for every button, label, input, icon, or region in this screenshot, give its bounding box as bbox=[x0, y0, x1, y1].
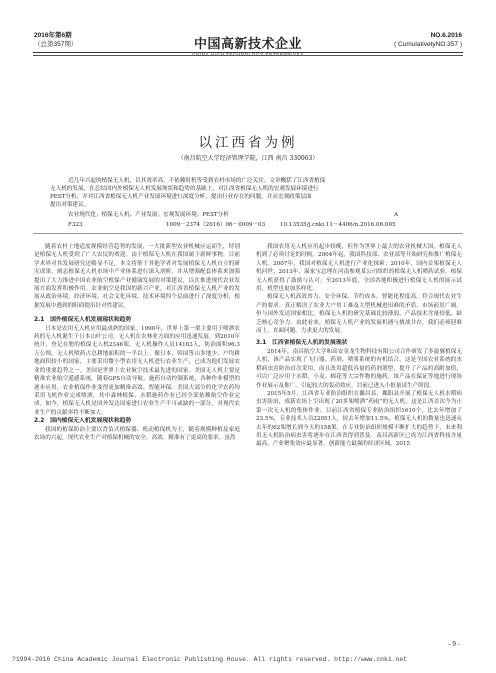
journal-logo bbox=[180, 33, 316, 57]
header-issue-no: NO.6.2016 bbox=[430, 32, 462, 39]
section-heading: 2.1 国外植保无人机发展现状和趋势 bbox=[34, 317, 132, 324]
header-rule-thin bbox=[33, 55, 463, 56]
journal-logo-text: 中国高新技术企业 bbox=[193, 37, 302, 52]
header-total-issue-left: （总第357期） bbox=[34, 41, 78, 48]
body-paragraph: 植保无人机高效省力、安全环保、节约成本、智能化程度高，符合现代农业生产的要求。真正解决了农业大户用工难及大型机械进田难的矛盾，市场前景广阔。但与国外发达国家相比，植保无人机的研究基础比较薄弱，产品技术含量较低，缺乏核心竞争力。由此看来，植保无人机产业的发展机遇与挑战并存，我们必须迎难而上，直面问题，力求更大的发展。 bbox=[256, 294, 462, 335]
clc-number: F323 bbox=[68, 222, 83, 228]
abstract-line: PEST分析，并对江西省植保无人机产业发展环境进行深度分析，提出行业存在的问题，并从宏观政策层面 bbox=[50, 194, 312, 200]
issn-number: 1009－2374（2016）06－0009－03 bbox=[166, 222, 266, 228]
body-paragraph: 我国农用无人机应用起步较晚，但作为世界上最大的农业机械大国，植保无人机到了必须讨论的时候。2004年起，我国科技部、农业部等开始研究和推广植保无人机。2007年，我国对植保无人机进行产业化探索；2010年，国内首架植保无人机问世；2013年，温家宝总理在河南参观某公司组织的植保无人机喷药试验，植保无人机获得了鼓励与认可；至2013年底，全国各地积极进行植保无人机的展示试用，机型也更加多样化。 bbox=[256, 244, 462, 293]
copyright-line: ?1994-2016 China Academic Journal Electronic Publishing House. All rights reserved. http://www.cnki.net bbox=[12, 656, 408, 663]
abstract-rule bbox=[33, 233, 463, 234]
left-column bbox=[34, 243, 240, 442]
header-total-issue-right: ( CumulativetyNO.357 ) bbox=[394, 41, 462, 48]
right-column bbox=[256, 243, 462, 449]
article-title: 以江西省为例 bbox=[198, 135, 298, 151]
body-paragraph: 2015年5月，江西省专业防治组织在鄱昌县、鄱阳县开展了植保无人机水稻病虫害防治，成新农场上空出现了20多架喷洒“药雨”的无人机，这是江西首次今为止第一次无人机的集体作业。目前江西省植保专业防治组织1610个，比去年增加了23.5%，专业技术人员22051人，较去年增加11.5%，植保无人机的数量也迅速从去年的62架增长到今天的158架。在专业防治组织规模不断扩大的趋势下，未来利用无人机防治病虫害将逐步在江西省得到普及。南昌高新区已成为江西省科技含量最高、产业聚集效应最显著、创新能力最强的经济区域。2015 bbox=[256, 390, 462, 448]
affiliation: （南昌航空大学经济管理学院，江西 南昌 330063） bbox=[177, 155, 319, 162]
body-paragraph: 随着农村土地适度规模经营趋势的发展，一大批新型农业机械应运而生，特别是植保无人机受到了广大农民的欢迎。由于植保无人机在我国属于新鲜事物，目前学术界对其发展研究还略显不足。本文将鉴于其他学者对发展植保无人机自立的研究成果，阐志植保无人机市场中产业体系进行深入剖析，并从增强配套体系来加强提出了大力推进中国农业航空植保产业健康发展的对策建议，以在推进现代农业发展方面发挥积极作用。农业航空是我国的新兴产业，对江西省植保无人机产业的发展从政治环境、经济环境、社会文化环境、技术环境四个层面进行了深度分析，根据发展中遇到的阻碍提出针对性建议。 bbox=[34, 244, 240, 309]
journal-logo-sub: CHINA HIGH TECHNOLOGY ENTERPRISES bbox=[192, 52, 304, 57]
section-heading: 3.1 江西省植保无人机的发展现状 bbox=[256, 340, 348, 347]
abstract-line: 近几年兴起的植保无人机，以其效率高、不依赖时机等受到农村市场的广泛关注。文章概括了江西省植保 bbox=[68, 178, 326, 184]
body-paragraph: 日本是农用无人机应用最成熟的国家。1990年，世界上第一架主要用于喷洒农药的无人机诞生于日本山叶公司，无人机在农林业方面的应用迅速发展。到2010年统计，登记在册的植保无人机2346架，无人机操作人员14163人，防治面积96.3万公顷，无人机喷药占总耕地面积的一半以上。像日本、韩国等山多地少、户均耕地面积较小的国家，主要采用微小型农用无人机进行农业生产，已成为他们发展农业的重要趋势之一。美国是世界上农业航空技术最先进的国家。美国无人机主要是精准农业航空遥感系统，随着GPS自动导航、施药自动控制系统、各种作业模型的逐步应用，农业植保作业变得更加精准高效、智能环保。美国大部分的化学农药均采用飞机作业完成喷洒，其中森林植保、水稻施药作业已经全部依赖航空作业完成。如今，植保无人机是国外发达国家进行农业生产不可或缺的一部分，对现代农业生产的贡献率将不断加大。 bbox=[34, 325, 240, 416]
doi: 10.13535/j.cnki.11－4406/n.2016.06.005 bbox=[280, 222, 396, 228]
section-heading: 2.2 国内植保无人机发展现状和趋势 bbox=[34, 418, 132, 425]
keywords: 农业现代化；植保无人机；产业发展；宏观发展环境；PEST分析 bbox=[68, 212, 229, 218]
page-number: - 9 - bbox=[448, 641, 460, 648]
abstract-line: 提出对策建议。 bbox=[50, 202, 90, 208]
body-paragraph: 2014年，南昌航空大学和高安金龙生物科技有限公司合作研发了多旋翼植保无人机，该产品实现了飞行器、药剂、喷雾系统的有机结合，这是全国农业系统的水稻病虫害防治首次采用，而且改用超低容量的药剂剂型，提升了产品的高附加值，可以广泛应用于水稻、小麦、棉花等大宗作物的施药。该产品在保证等地进行现场作业展示及推广，引起较大的轰动效应，目前已进入小批量试生产阶段。 bbox=[256, 348, 462, 389]
document-code: A bbox=[394, 212, 399, 218]
abstract bbox=[50, 177, 446, 209]
abstract-line: 无人机的发展，在总结国内外植保无人机发展现状和趋势的基础上，对江西省植保无人机的宏观发展环境进行 bbox=[50, 186, 319, 192]
header-rule bbox=[33, 52, 463, 53]
header-year-issue: 2016年第6期 bbox=[34, 32, 72, 39]
body-paragraph: 我国的植保防治主要以背负式植保器、机动植保机为主，随着规模种植及家庭农场的兴起，现代农业生产对植保机械的安全、高效、精准有了更高的要求。虽然 bbox=[34, 426, 240, 441]
